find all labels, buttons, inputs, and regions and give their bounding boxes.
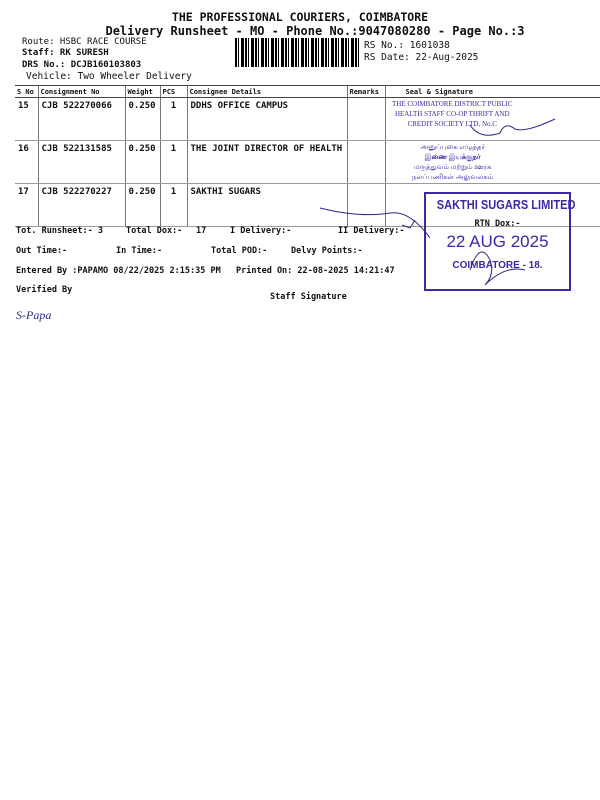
in-time: In Time:- — [116, 246, 163, 256]
ii-delivery: II Delivery:- — [338, 226, 405, 236]
vehicle: Vehicle: Two Wheeler Delivery — [26, 71, 192, 82]
entered-by: Entered By :PAPAMO 08/22/2025 2:15:35 PM — [16, 266, 221, 276]
rs-no: RS No.: 1601038 — [364, 40, 450, 51]
drs-no: DRS No.: DCJB160103803 — [22, 60, 142, 70]
arrow-mark — [320, 208, 430, 238]
col-weight: Weight — [125, 86, 160, 98]
company-title: THE PROFESSIONAL COURIERS, COIMBATORE — [171, 10, 429, 24]
total-pod: Total POD:- — [211, 246, 268, 256]
col-remarks: Remarks — [347, 86, 385, 98]
total-dox: Total Dox:- — [126, 226, 183, 236]
table-row: 16 CJB 522131585 0.250 1 THE JOINT DIRECTOR OF HEALTH — [15, 141, 600, 184]
tot-runsheet: Tot. Runsheet:- 3 — [16, 226, 103, 236]
col-sno: S No — [15, 86, 38, 98]
col-consignment: Consignment No — [38, 86, 125, 98]
route: Route: HSBC RACE COURSE — [22, 37, 147, 47]
handwritten-initials: S-Papa — [16, 308, 52, 322]
sakthi-sugars-stamp: SAKTHI SUGARS LIMITED RTN Dox:- 22 AUG 2025 COIMBATORE - 18. — [424, 192, 571, 291]
table-row: 17 CJB 522270227 0.250 1 SAKTHI SUGARS — [15, 184, 600, 227]
rs-date: RS Date: 22-Aug-2025 — [364, 52, 479, 63]
total-dox-value: 17 — [196, 226, 207, 236]
runsheet-subtitle: Delivery Runsheet - MO - Phone No.:9047080280 - Page No.:3 — [105, 24, 525, 38]
printed-on: Printed On: 22-08-2025 14:21:47 — [236, 266, 395, 276]
col-seal: Seal & Signature — [385, 86, 600, 98]
out-time: Out Time:- — [16, 246, 68, 256]
rtn-dox: RTN Dox:- — [474, 219, 521, 229]
jd-office-stamp: அனுப்புகை எழுத்தர் இணை இயக்குநர் மருத்துவம் மற்றும் ஊரக நலப்பணிகள் அலுவலகம் — [412, 143, 494, 181]
staff: Staff: RK SURESH — [22, 48, 109, 58]
i-delivery: I Delivery:- — [230, 226, 292, 236]
stamp-signature — [470, 252, 525, 285]
col-pcs: PCS — [160, 86, 187, 98]
staff-signature-label: Staff Signature — [270, 292, 347, 302]
verified-by: Verified By — [16, 285, 73, 295]
society-stamp: THE COIMBATORE DISTRICT PUBLIC HEALTH STAFF CO-OP THRIFT AND CREDIT SOCIETY LTD, No.C — [392, 100, 513, 128]
table-row: 15 CJB 522270066 0.250 1 DDHS OFFICE CAMPUS — [15, 98, 600, 141]
col-consignee: Consignee Details — [187, 86, 347, 98]
signature-mark — [470, 119, 555, 135]
pen-marks — [0, 0, 600, 340]
delvy-points: Delvy Points:- — [291, 246, 363, 256]
